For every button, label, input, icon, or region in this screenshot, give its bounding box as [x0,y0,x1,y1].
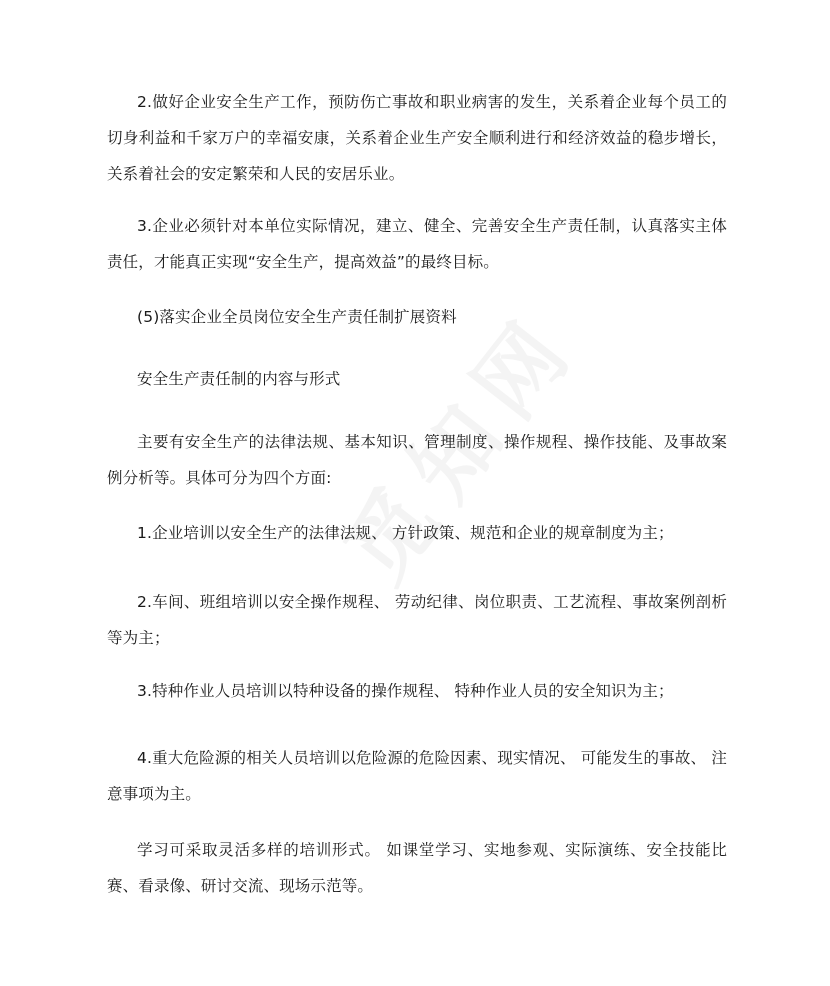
paragraph-4: 安全生产责任制的内容与形式 [137,370,341,388]
paragraph-10: 学习可采取灵活多样的培训形式。 如课堂学习、实地参观、实际演练、安全技能比赛、看录像、研讨交流、现场示范等。 [107,841,727,895]
paragraph-1: 2.做好企业安全生产工作，预防伤亡事故和职业病害的发生，关系着企业每个员工的切身利益和千家万户的幸福安康，关系着企业生产安全顺利进行和经济效益的稳步增长，关系着社会的安定繁荣和人民的安居乐业。 [107,93,727,183]
paragraph-8: 3.特种作业人员培训以特种设备的操作规程、 特种作业人员的安全知识为主； [137,682,674,700]
paragraph-3: (5)落实企业全员岗位安全生产责任制扩展资料 [137,308,457,326]
paragraph-6: 1.企业培训以安全生产的法律法规、 方针政策、规范和企业的规章制度为主； [137,524,674,542]
paragraph-5: 主要有安全生产的法律法规、基本知识、管理制度、操作规程、操作技能、及事故案例分析等。具体可分为四个方面: [107,433,727,487]
paragraph-7: 2.车间、班组培训以安全操作规程、 劳动纪律、岗位职责、工艺流程、事故案例剖析等为主； [107,593,727,647]
paragraph-2: 3.企业必须针对本单位实际情况，建立、健全、完善安全生产责任制，认真落实主体责任，才能真正实现“安全生产，提高效益”的最终目标。 [107,217,727,271]
paragraph-9: 4.重大危险源的相关人员培训以危险源的危险因素、现实情况、 可能发生的事故、 注意事项为主。 [107,749,727,803]
